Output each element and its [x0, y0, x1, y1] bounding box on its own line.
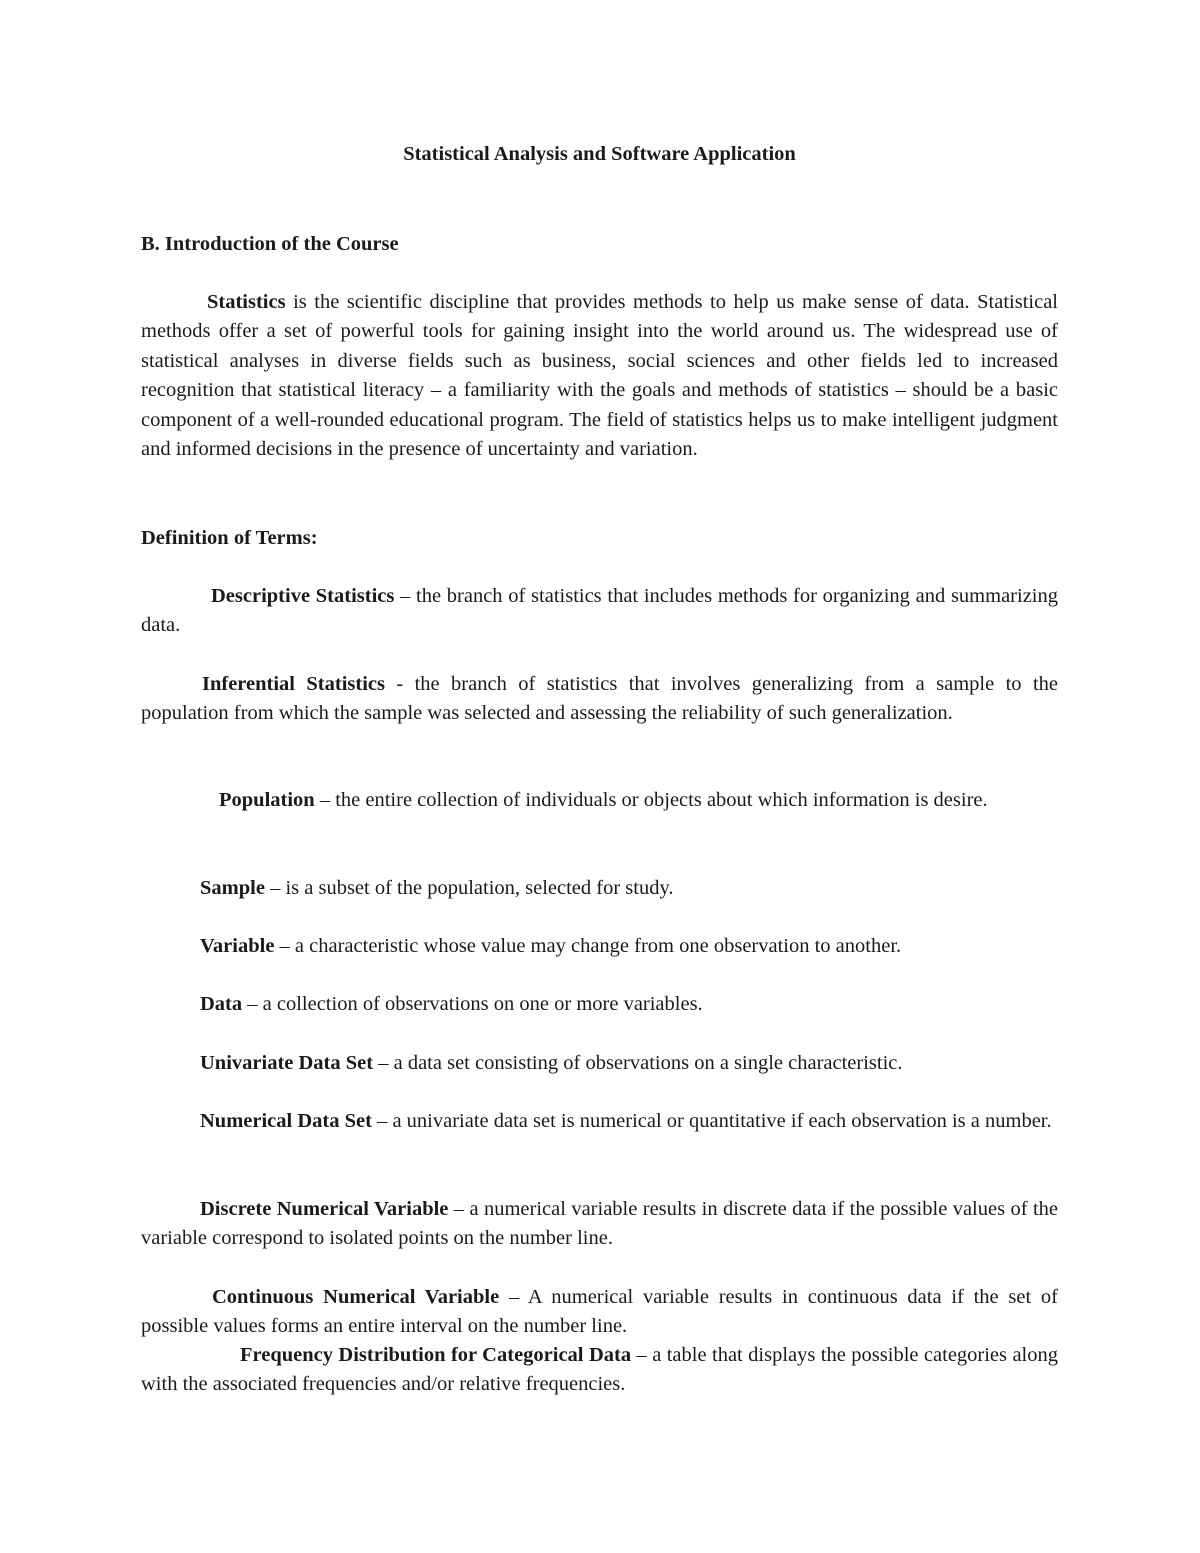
intro-term: Statistics	[207, 291, 286, 313]
definition-item	[141, 990, 1058, 1019]
definition-item	[141, 582, 1058, 641]
intro-paragraph	[141, 288, 1058, 464]
document-page	[141, 140, 1059, 1396]
definition-term: Frequency Distribution for Categorical Data	[240, 1344, 632, 1366]
intro-text: is the scientific discipline that provides methods to help us make sense of data. Statistical methods offer a set of powerful tools for gaining insight into the world around us. The widespread use of statistical analyses in diverse fields such as business, social sciences and other fields led to increased recognition that statistical literacy – a familiarity with the goals and methods of statistics – should be a basic component of a well-rounded educational program. The field of statistics helps us to make intelligent judgment and informed decisions in the presence of uncertainty and variation.	[141, 291, 1058, 461]
definition-term: Inferential Statistics	[202, 673, 385, 695]
definition-text: – a characteristic whose value may change from one observation to another.	[274, 935, 902, 957]
definition-text: – is a subset of the population, selected for study.	[264, 877, 674, 899]
definition-text: - the branch of statistics that involves generalizing from a sample to the population from which the sample was selected and assessing the reliability of such generalization.	[141, 673, 1059, 725]
definition-text: – the entire collection of individuals or objects about which information is desire.	[314, 789, 988, 811]
definition-term: Discrete Numerical Variable	[200, 1198, 449, 1220]
definitions-heading: Definition of Terms:	[141, 527, 318, 549]
document-title: Statistical Analysis and Software Application	[403, 143, 796, 165]
definition-term: Numerical Data Set	[200, 1110, 372, 1132]
definition-term: Data	[200, 993, 243, 1015]
definition-item	[141, 1107, 1058, 1136]
definition-text: – the branch of statistics that includes methods for organizing and summarizing data.	[141, 585, 1058, 637]
definition-item	[141, 932, 1058, 961]
definition-text: – a numerical variable results in discrete data if the possible values of the variable correspond to isolated points on the number line.	[141, 1198, 1058, 1250]
definition-item	[141, 1049, 1058, 1078]
section-heading: B. Introduction of the Course	[141, 233, 399, 255]
definition-text: – a data set consisting of observations on a single characteristic.	[373, 1052, 903, 1074]
definition-item	[141, 1195, 1058, 1254]
definition-item	[141, 786, 1058, 815]
definition-item	[141, 1341, 1058, 1400]
definition-term: Sample	[200, 877, 265, 899]
definition-term: Variable	[200, 935, 275, 957]
definition-term: Descriptive Statistics	[211, 585, 395, 607]
definition-text: – a collection of observations on one or more variables.	[242, 993, 703, 1015]
definition-item	[141, 1283, 1058, 1342]
definition-text: – a univariate data set is numerical or quantitative if each observation is a number.	[371, 1110, 1052, 1132]
definition-term: Univariate Data Set	[200, 1052, 374, 1074]
definition-item	[141, 670, 1058, 729]
definition-item	[141, 874, 1058, 903]
definition-term: Population	[219, 789, 315, 811]
definition-text: – A numerical variable results in continuous data if the set of possible values forms an entire interval on the number line.	[141, 1286, 1059, 1338]
definition-term: Continuous Numerical Variable	[212, 1286, 500, 1308]
definition-text: – a table that displays the possible categories along with the associated frequencies and/or relative frequencies.	[141, 1344, 1058, 1396]
